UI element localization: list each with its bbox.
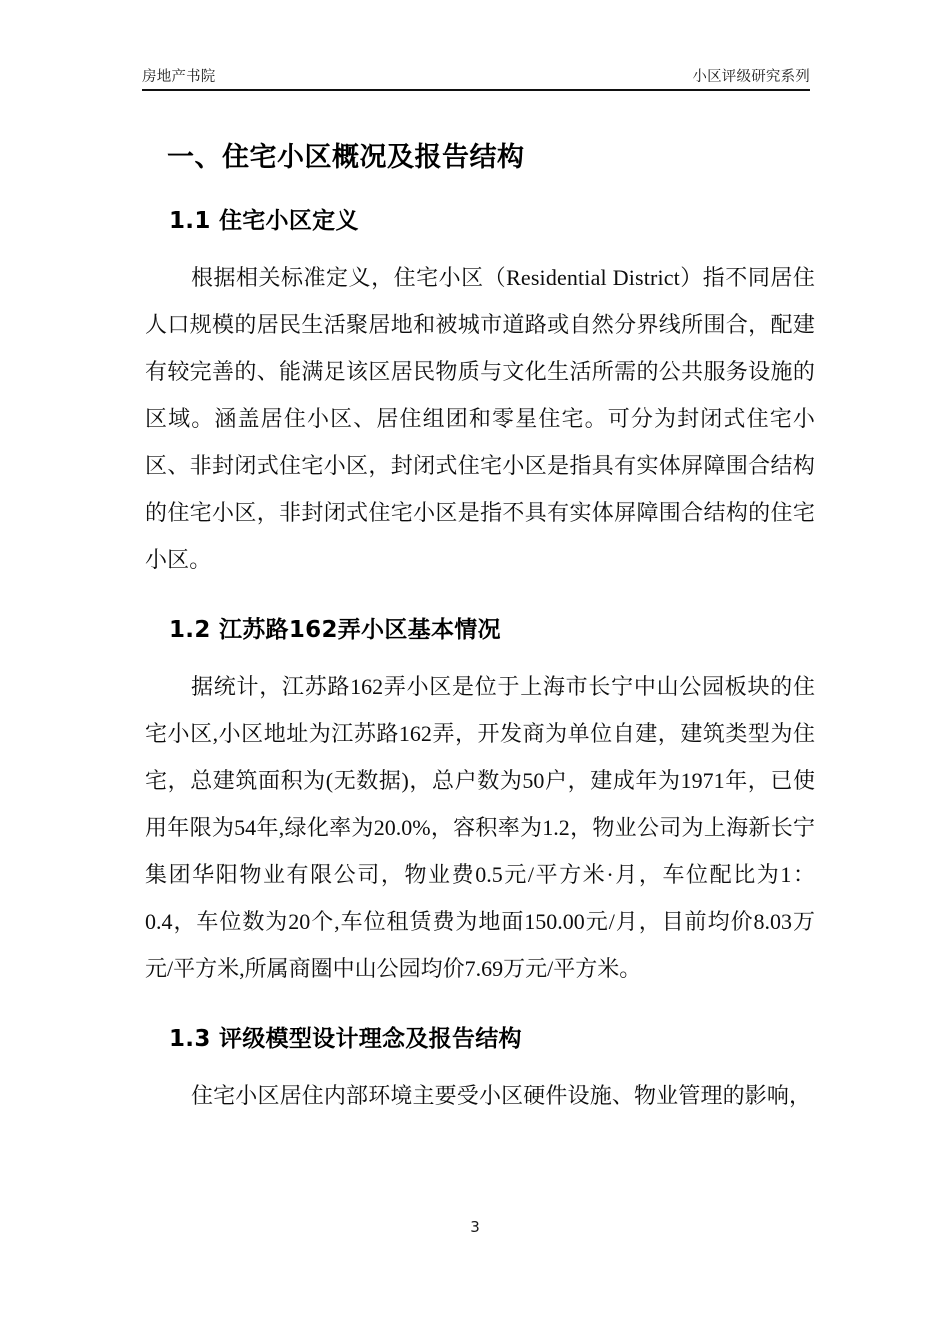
- spacer: [145, 992, 815, 1018]
- page-number: 3: [470, 1218, 480, 1236]
- section-heading-1-1: 1.1 住宅小区定义: [169, 208, 359, 234]
- header-left-title: 房地产书院: [142, 69, 216, 85]
- section-heading-1-3: 1.3 评级模型设计理念及报告结构: [169, 1026, 522, 1052]
- paragraph-1-1: 根据相关标准定义，住宅小区（Residential District）指不同居住人口规模的居民生活聚居地和被城市道路或自然分界线所围合，配建有较完善的、能满足该区居民物质与文化生活所需的公共服务设施的区域。涵盖居住小区、居住组团和零星住宅。可分为封闭式住宅小区、非封闭式住宅小区，封闭式住宅小区是指具有实体屏障围合结构的住宅小区，非封闭式住宅小区是指不具有实体屏障围合结构的住宅小区。: [145, 265, 815, 572]
- section-heading-1-2: 1.2 江苏路162弄小区基本情况: [169, 617, 501, 643]
- spacer: [145, 180, 815, 200]
- running-header: [142, 68, 810, 91]
- paragraph-1-3: 住宅小区居住内部环境主要受小区硬件设施、物业管理的影响，: [191, 1083, 812, 1108]
- spacer: [145, 1060, 815, 1072]
- spacer: [145, 651, 815, 663]
- spacer: [145, 242, 815, 254]
- header-right-title: 小区评级研究系列: [692, 69, 810, 85]
- paragraph-1-2: 据统计，江苏路162弄小区是位于上海市长宁中山公园板块的住宅小区,小区地址为江苏路162弄，开发商为单位自建，建筑类型为住宅，总建筑面积为(无数据)，总户数为50户，建成年为1971年，已使用年限为54年,绿化率为20.0%，容积率为1.2，物业公司为上海新长宁集团华阳物业有限公司，物业费0.5元/平方米·月，车位配比为1：0.4，车位数为20个,车位租赁费为地面150.00元/月，目前均价8.03万元/平方米,所属商圈中山公园均价7.69万元/平方米。: [145, 674, 815, 981]
- spacer: [145, 583, 815, 609]
- page-footer: [0, 1218, 950, 1236]
- section-heading-1: 一、住宅小区概况及报告结构: [167, 142, 525, 173]
- document-body: [145, 128, 815, 1119]
